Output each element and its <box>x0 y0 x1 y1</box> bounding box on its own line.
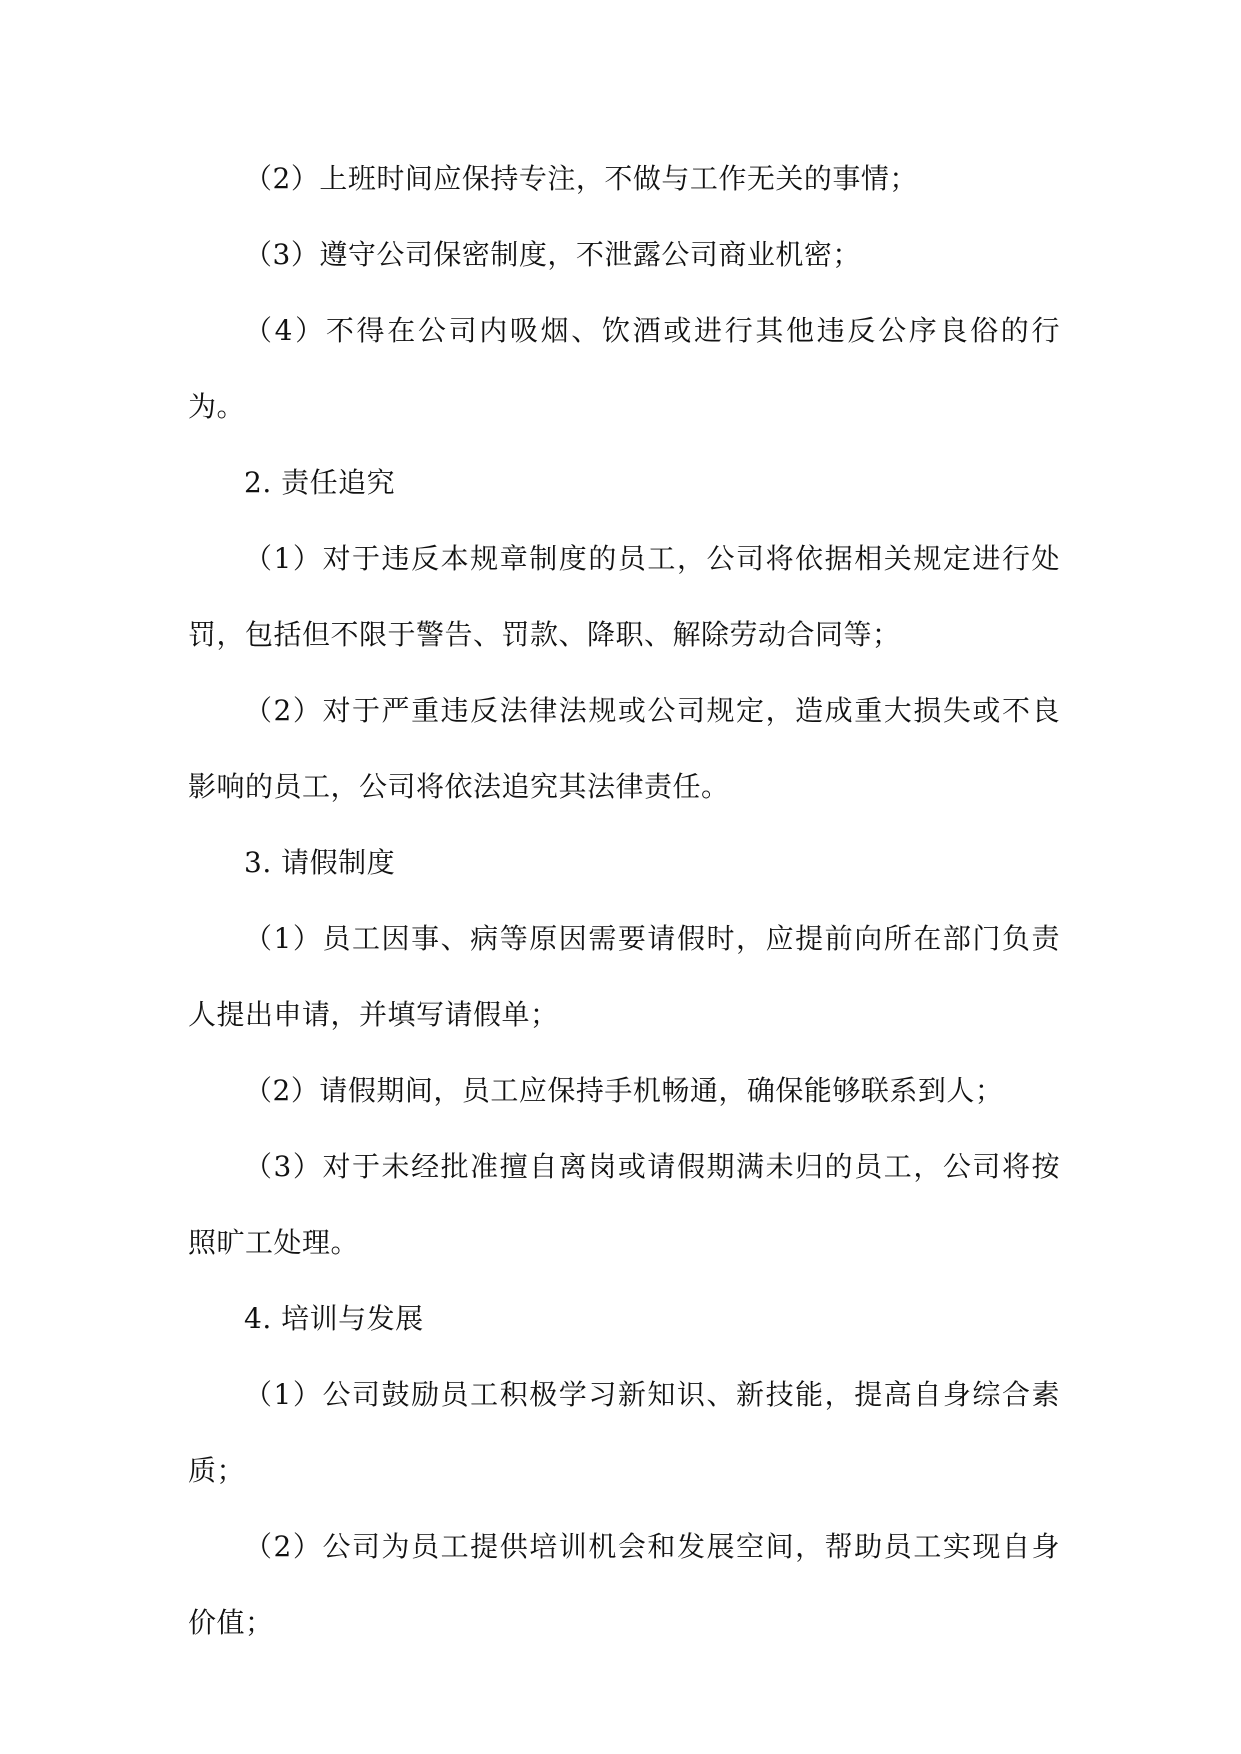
section-heading-leave: 3. 请假制度 <box>244 846 396 879</box>
section-heading-training: 4. 培训与发展 <box>244 1302 424 1335</box>
responsibility-item-1: （1）对于违反本规章制度的员工，公司将依据相关规定进行处罚，包括但不限于警告、罚款、降职、解除劳动合同等； <box>188 542 1060 651</box>
document-body <box>188 141 1060 1661</box>
leave-item-3: （3）对于未经批准擅自离岗或请假期满未归的员工，公司将按照旷工处理。 <box>188 1150 1060 1259</box>
leave-item-2: （2）请假期间，员工应保持手机畅通，确保能够联系到人； <box>244 1074 1004 1107</box>
rule-item-2-2: （2）上班时间应保持专注，不做与工作无关的事情； <box>244 162 918 195</box>
rule-item-2-3: （3）遵守公司保密制度，不泄露公司商业机密； <box>244 238 861 271</box>
rule-item-2-4: （4）不得在公司内吸烟、饮酒或进行其他违反公序良俗的行为。 <box>188 314 1060 423</box>
training-item-1: （1）公司鼓励员工积极学习新知识、新技能，提高自身综合素质； <box>188 1378 1060 1487</box>
leave-item-1: （1）员工因事、病等原因需要请假时，应提前向所在部门负责人提出申请，并填写请假单； <box>188 922 1060 1031</box>
responsibility-item-2: （2）对于严重违反法律法规或公司规定，造成重大损失或不良影响的员工，公司将依法追究其法律责任。 <box>188 694 1060 803</box>
training-item-2: （2）公司为员工提供培训机会和发展空间，帮助员工实现自身价值； <box>188 1530 1060 1639</box>
section-heading-responsibility: 2. 责任追究 <box>244 466 396 499</box>
